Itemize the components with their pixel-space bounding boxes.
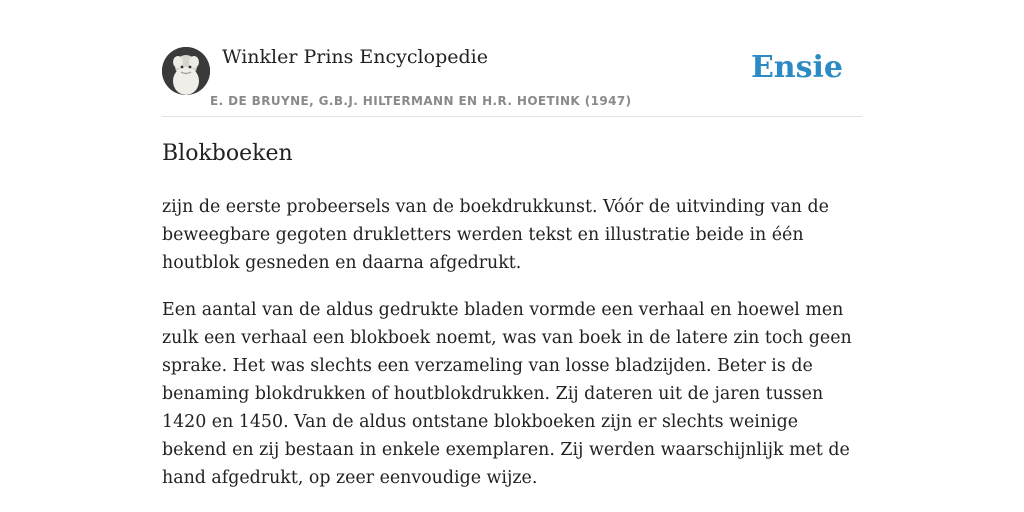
brand-logo-link[interactable]: Ensie [750, 50, 843, 85]
header [162, 44, 862, 117]
authors-line: E. DE BRUYNE, G.B.J. HILTERMANN EN H.R. HOETINK (1947) [210, 94, 632, 108]
article-paragraph-1: zijn de eerste probeersels van de boekdrukkunst. Vóór de uitvinding van de beweegbare gegoten drukletters werden tekst en illustratie beide in één houtblok gesneden en daarna afgedrukt. [162, 197, 829, 273]
author-avatar[interactable] [162, 47, 210, 95]
article-paragraph-2: Een aantal van de aldus gedrukte bladen vormde een verhaal en hoewel men zulk een verhaal een blokboek noemt, was van boek in de latere zin toch geen sprake. Het was slechts een verzameling van losse bladzijden. Beter is de benaming blokdrukken of houtblokdrukken. Zij dateren uit de jaren tussen 1420 en 1450. Van de aldus ontstane blokboeken zijn er slechts weinige bekend en zij bestaan in enkele exemplaren. Zij werden waarschijnlijk met de hand afgedrukt, op zeer eenvoudige wijze. [162, 300, 852, 488]
site-title[interactable]: Winkler Prins Encyclopedie [222, 46, 488, 68]
bearded-man-portrait-icon [162, 47, 210, 95]
article [162, 138, 866, 511]
article-title: Blokboeken [162, 141, 293, 166]
